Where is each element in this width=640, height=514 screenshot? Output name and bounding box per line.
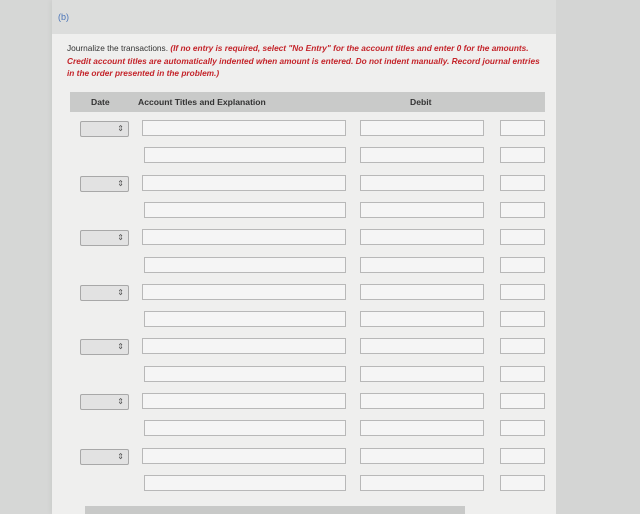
debit-input[interactable] bbox=[360, 393, 484, 409]
top-bar bbox=[52, 0, 564, 34]
account-title-input[interactable] bbox=[142, 120, 346, 136]
date-select[interactable] bbox=[80, 121, 129, 137]
debit-input[interactable] bbox=[360, 420, 484, 436]
credit-input[interactable] bbox=[500, 338, 545, 354]
credit-input[interactable] bbox=[500, 257, 545, 273]
journal-row bbox=[70, 389, 545, 411]
credit-input[interactable] bbox=[500, 147, 545, 163]
debit-input[interactable] bbox=[360, 175, 484, 191]
debit-input[interactable] bbox=[360, 366, 484, 382]
account-title-input[interactable] bbox=[144, 311, 346, 327]
account-title-input[interactable] bbox=[144, 147, 346, 163]
debit-input[interactable] bbox=[360, 311, 484, 327]
date-select[interactable] bbox=[80, 230, 129, 246]
credit-input[interactable] bbox=[500, 284, 545, 300]
journal-row bbox=[70, 444, 545, 466]
up-down-arrows-icon: ⇕ bbox=[117, 397, 124, 406]
credit-input[interactable] bbox=[500, 448, 545, 464]
up-down-arrows-icon: ⇕ bbox=[117, 287, 124, 297]
part-label: (b) bbox=[58, 12, 69, 22]
date-select[interactable] bbox=[80, 394, 129, 410]
debit-input[interactable] bbox=[360, 257, 484, 273]
up-down-arrows-icon: ⇕ bbox=[117, 178, 124, 188]
credit-input[interactable] bbox=[500, 202, 545, 218]
debit-input[interactable] bbox=[360, 338, 484, 354]
date-select[interactable] bbox=[80, 285, 129, 301]
credit-input[interactable] bbox=[500, 311, 545, 327]
debit-input[interactable] bbox=[360, 202, 484, 218]
instructions-note: (If no entry is required, select "No Entry" for the account titles and enter 0 for the amounts. Credit account titles are automatically indented when amount is entered. Do not indent manually. Record journal entries in the order presented in the problem.) bbox=[67, 43, 540, 78]
right-background bbox=[556, 0, 640, 514]
journal-row bbox=[70, 116, 545, 138]
account-title-input[interactable] bbox=[142, 338, 346, 354]
header-debit: Debit bbox=[410, 97, 432, 107]
journal-row bbox=[70, 307, 545, 329]
journal-row bbox=[70, 334, 545, 356]
credit-input[interactable] bbox=[500, 475, 545, 491]
credit-input[interactable] bbox=[500, 420, 545, 436]
debit-input[interactable] bbox=[360, 120, 484, 136]
left-background bbox=[0, 0, 52, 514]
date-select[interactable] bbox=[80, 176, 129, 192]
date-select[interactable] bbox=[80, 339, 129, 355]
credit-input[interactable] bbox=[500, 393, 545, 409]
instructions-lead: Journalize the transactions. bbox=[67, 43, 169, 53]
journal-row bbox=[70, 253, 545, 275]
journal-row bbox=[70, 198, 545, 220]
debit-input[interactable] bbox=[360, 284, 484, 300]
journal-row bbox=[70, 143, 545, 165]
journal-row bbox=[70, 171, 545, 193]
credit-input[interactable] bbox=[500, 175, 545, 191]
account-title-input[interactable] bbox=[144, 257, 346, 273]
journal-row bbox=[70, 225, 545, 247]
journal-row bbox=[70, 280, 545, 302]
account-title-input[interactable] bbox=[144, 202, 346, 218]
header-date: Date bbox=[91, 97, 110, 107]
account-title-input[interactable] bbox=[142, 284, 346, 300]
bottom-scroll-bar[interactable] bbox=[85, 506, 465, 514]
account-title-input[interactable] bbox=[142, 229, 346, 245]
up-down-arrows-icon: ⇕ bbox=[117, 233, 124, 243]
header-account-titles: Account Titles and Explanation bbox=[138, 97, 266, 107]
date-select[interactable] bbox=[80, 449, 129, 465]
debit-input[interactable] bbox=[360, 448, 484, 464]
up-down-arrows-icon: ⇕ bbox=[117, 124, 124, 133]
up-down-arrows-icon: ⇕ bbox=[117, 451, 124, 461]
debit-input[interactable] bbox=[360, 475, 484, 491]
account-title-input[interactable] bbox=[144, 366, 346, 382]
up-down-arrows-icon: ⇕ bbox=[117, 342, 124, 352]
account-title-input[interactable] bbox=[144, 420, 346, 436]
debit-input[interactable] bbox=[360, 229, 484, 245]
credit-input[interactable] bbox=[500, 366, 545, 382]
account-title-input[interactable] bbox=[142, 175, 346, 191]
debit-input[interactable] bbox=[360, 147, 484, 163]
credit-input[interactable] bbox=[500, 120, 545, 136]
journal-row bbox=[70, 416, 545, 438]
credit-input[interactable] bbox=[500, 229, 545, 245]
account-title-input[interactable] bbox=[142, 393, 346, 409]
account-title-input[interactable] bbox=[142, 448, 346, 464]
account-title-input[interactable] bbox=[144, 475, 346, 491]
instructions bbox=[67, 42, 547, 80]
journal-row bbox=[70, 471, 545, 493]
journal-row bbox=[70, 362, 545, 384]
